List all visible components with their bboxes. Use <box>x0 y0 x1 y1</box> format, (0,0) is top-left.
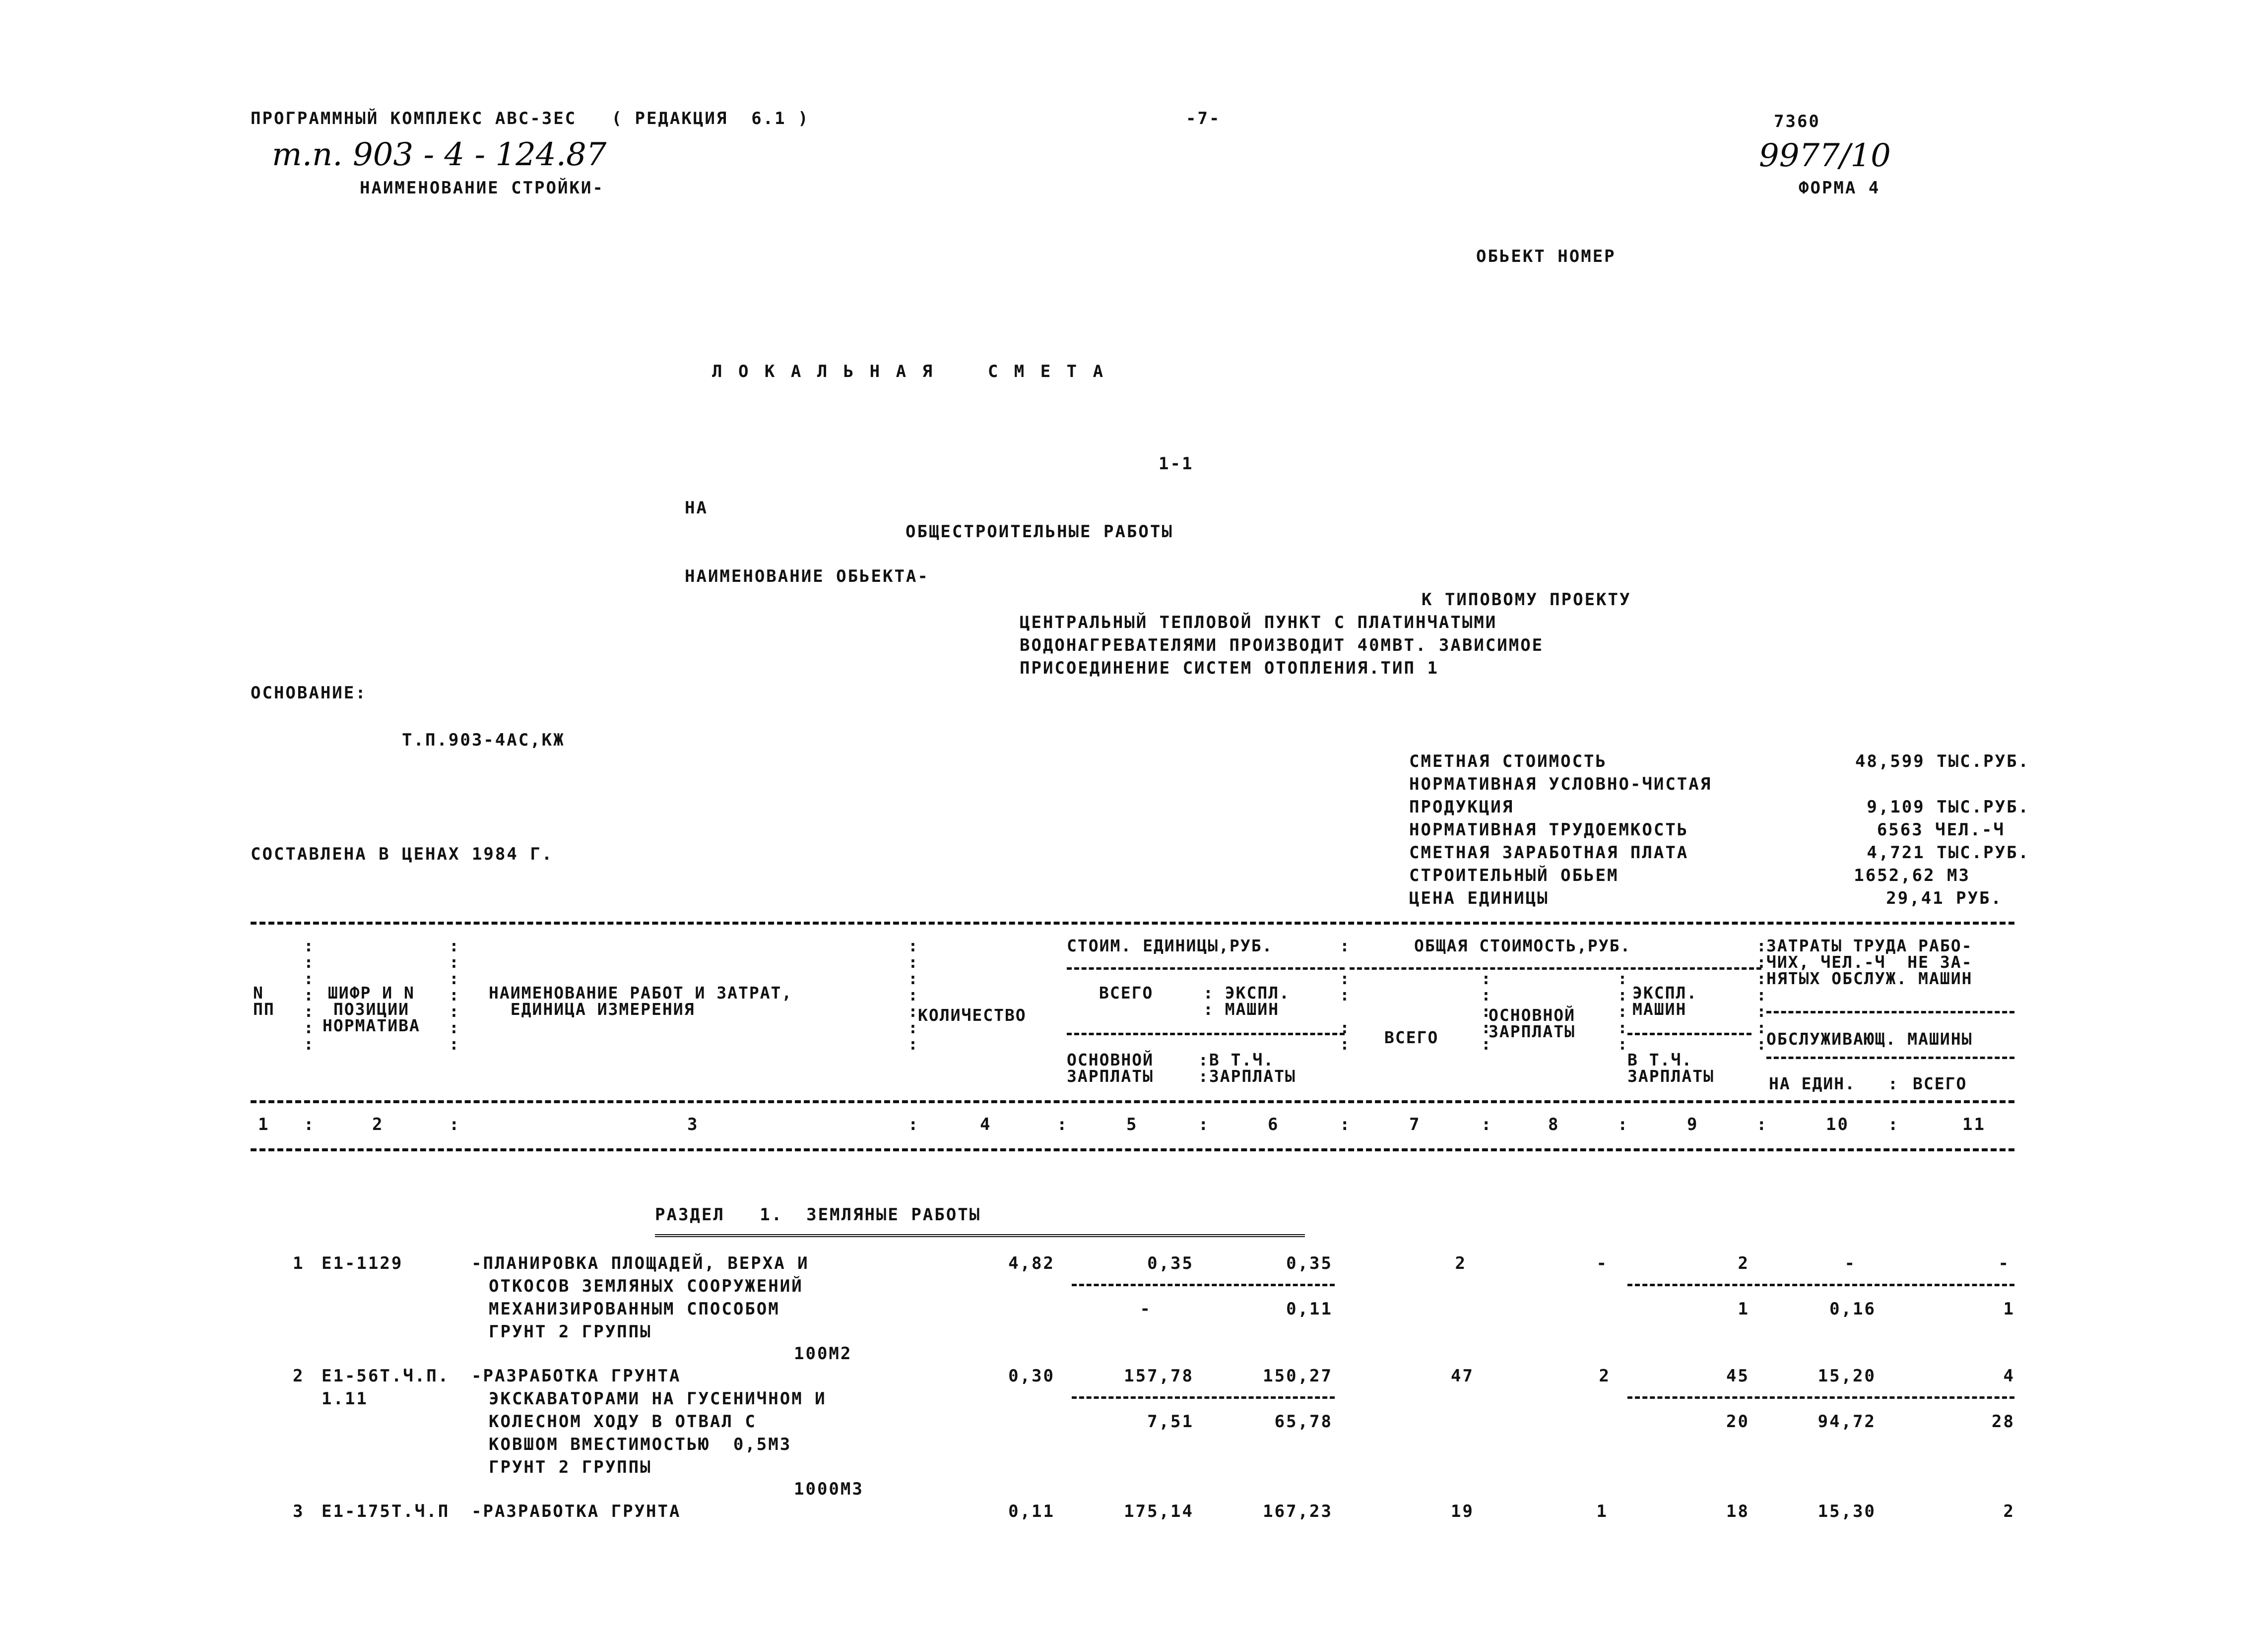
row-unit-rule <box>1072 1396 1335 1399</box>
row-code-continued: 1.11 <box>322 1389 368 1409</box>
row-labor-unit: 0,16 <box>1829 1299 1876 1319</box>
header-total-incl: В Т.Ч. ЗАРПЛАТЫ <box>1627 1050 1714 1086</box>
header-labor-rule2 <box>1766 1057 2014 1059</box>
column-number: 1 <box>258 1115 270 1134</box>
header-labor-per-unit: НА ЕДИН. <box>1769 1074 1856 1093</box>
row-unit-total: 175,14 <box>1124 1502 1194 1521</box>
row-qty: 4,82 <box>1008 1253 1055 1273</box>
header-total-all: ВСЕГО <box>1384 1028 1439 1047</box>
row-unit: 100М2 <box>794 1344 852 1364</box>
row-total-incl: 20 <box>1726 1412 1750 1432</box>
row-labor-total-top: 2 <box>2003 1502 2015 1521</box>
row-labor-total: 1 <box>2003 1299 2015 1319</box>
row-total-rule <box>1627 1396 2014 1399</box>
row-unit-wages: 7,51 <box>1147 1412 1194 1432</box>
header-col-qty: КОЛИЧЕСТВО <box>918 1005 1027 1025</box>
form-label: ФОРМА 4 <box>1799 178 1880 198</box>
column-number: 10 <box>1826 1115 1849 1134</box>
row-labor-total-top: 4 <box>2003 1366 2015 1386</box>
row-labor-unit-top: 15,30 <box>1817 1502 1876 1521</box>
header-unit-wages: ОСНОВНОЙ ЗАРПЛАТЫ <box>1067 1050 1154 1086</box>
summary-label: СТРОИТЕЛЬНЫЙ ОБЬЕМ <box>1409 866 1619 885</box>
row-total: 19 <box>1451 1502 1474 1521</box>
basis-label: ОСНОВАНИЕ: <box>251 683 367 703</box>
row-code: Е1-175Т.Ч.П <box>322 1502 450 1521</box>
row-name-line: МЕХАНИЗИРОВАННЫМ СПОСОБОМ <box>489 1299 780 1319</box>
row-total-incl: 1 <box>1738 1299 1750 1319</box>
object-name-line: К ТИПОВОМУ ПРОЕКТУ <box>1422 590 1631 610</box>
header-labor-sep: : <box>1888 1074 1899 1093</box>
summary-label: НОРМАТИВНАЯ ТРУДОЕМКОСТЬ <box>1409 820 1689 840</box>
row-unit: 1000М3 <box>794 1479 864 1499</box>
object-name-line: ЦЕНТРАЛЬНЫЙ ТЕПЛОВОЙ ПУНКТ С ПЛАТИНЧАТЫМИ <box>1020 613 1497 632</box>
object-name-label: НАИМЕНОВАНИЕ ОБЬЕКТА- <box>685 566 929 586</box>
header-unit-incl: :В Т.Ч. :ЗАРПЛАТЫ <box>1198 1050 1296 1086</box>
construction-name-label: НАИМЕНОВАНИЕ СТРОЙКИ- <box>360 178 604 198</box>
object-number-label: ОБЬЕКТ НОМЕР <box>1476 247 1616 266</box>
row-unit-wages: - <box>1140 1299 1152 1319</box>
row-name-line: ОТКОСОВ ЗЕМЛЯНЫХ СООРУЖЕНИЙ <box>489 1276 803 1296</box>
row-name-line: КОЛЕСНОМ ХОДУ В ОТВАЛ С <box>489 1412 757 1432</box>
row-name-line: ЭКСКАВАТОРАМИ НА ГУСЕНИЧНОМ И <box>489 1389 827 1409</box>
row-qty: 0,30 <box>1008 1366 1055 1386</box>
summary-label: НОРМАТИВНАЯ УСЛОВНО-ЧИСТАЯ <box>1409 774 1712 794</box>
page-number: -7- <box>1186 109 1221 128</box>
header-labor-rule <box>1766 1011 2014 1013</box>
object-name-line: ПРИСОЕДИНЕНИЕ СИСТЕМ ОТОПЛЕНИЯ.ТИП 1 <box>1020 658 1439 678</box>
summary-label: СМЕТНАЯ СТОИМОСТЬ <box>1409 752 1607 771</box>
row-code: Е1-56Т.Ч.П. <box>322 1366 450 1386</box>
row-number: 2 <box>293 1366 305 1386</box>
header-total-cost: ОБЩАЯ СТОИМОСТЬ,РУБ. <box>1414 936 1631 955</box>
column-number: 3 <box>687 1115 699 1134</box>
row-labor-unit: 94,72 <box>1817 1412 1876 1432</box>
row-name-line: ГРУНТ 2 ГРУППЫ <box>489 1322 652 1342</box>
project-number-handwritten: т.п. 903 - 4 - 124.87 <box>272 136 607 173</box>
column-number: 8 <box>1548 1115 1560 1134</box>
row-name-line: КОВШОМ ВМЕСТИМОСТЬЮ 0,5М3 <box>489 1435 792 1454</box>
summary-value: 29,41 РУБ. <box>1886 888 2003 908</box>
column-number: 4 <box>980 1115 992 1134</box>
column-number: 9 <box>1687 1115 1699 1134</box>
header-labor: ЗАТРАТЫ ТРУДА РАБО- ЧИХ, ЧЕЛ.-Ч НЕ ЗА- НЯТЫХ ОБСЛУЖ. МАШИН <box>1766 936 1973 988</box>
table-numbers-rule <box>251 1148 2014 1151</box>
header-unit-cost-rule <box>1067 967 1345 970</box>
row-total-rule <box>1627 1284 2014 1286</box>
row-labor-unit-top: - <box>1844 1253 1856 1273</box>
row-total-machines: 18 <box>1726 1502 1750 1521</box>
document-title: Л О К А Л Ь Н А Я С М Е Т А <box>712 362 1106 381</box>
row-unit-total: 157,78 <box>1124 1366 1194 1386</box>
row-labor-total: 28 <box>1992 1412 2015 1432</box>
header-total-cost-rule <box>1350 967 1761 970</box>
sheet-number-handwritten: 9977/10 <box>1759 137 1891 174</box>
row-name-line: -РАЗРАБОТКА ГРУНТА <box>471 1502 681 1521</box>
column-number: 11 <box>1962 1115 1986 1134</box>
header-col-no: N ПП <box>253 983 275 1019</box>
summary-label: СМЕТНАЯ ЗАРАБОТНАЯ ПЛАТА <box>1409 843 1689 863</box>
row-labor-total-top: - <box>1998 1253 2010 1273</box>
row-unit-incl: 0,11 <box>1286 1299 1333 1319</box>
row-total-wages: 2 <box>1599 1366 1611 1386</box>
row-unit-incl: 65,78 <box>1274 1412 1333 1432</box>
row-unit-rule <box>1072 1284 1335 1286</box>
summary-value: 9,109 ТЫС.РУБ. <box>1867 797 2030 817</box>
for-label: НА <box>685 498 708 518</box>
header-total-machines-rule <box>1627 1033 1751 1035</box>
row-total: 47 <box>1451 1366 1474 1386</box>
row-number: 3 <box>293 1502 305 1521</box>
section-underline <box>655 1234 1305 1237</box>
row-name-line: ГРУНТ 2 ГРУППЫ <box>489 1457 652 1477</box>
header-total-wages: ОСНОВНОЙ ЗАРПЛАТЫ <box>1489 1005 1575 1041</box>
row-total-wages: - <box>1596 1253 1608 1273</box>
row-name-line: -РАЗРАБОТКА ГРУНТА <box>471 1366 681 1386</box>
row-total-machines: 2 <box>1738 1253 1750 1273</box>
prices-note: СОСТАВЛЕНА В ЦЕНАХ 1984 Г. <box>251 844 554 864</box>
column-number: 5 <box>1126 1115 1138 1134</box>
summary-label: ЦЕНА ЕДИНИЦЫ <box>1409 888 1549 908</box>
column-number: 7 <box>1409 1115 1421 1134</box>
header-col-name: НАИМЕНОВАНИЕ РАБОТ И ЗАТРАТ, ЕДИНИЦА ИЗМЕРЕНИЯ <box>489 983 793 1019</box>
row-unit-machines: 150,27 <box>1263 1366 1333 1386</box>
header-unit-rule <box>1067 1033 1345 1035</box>
header-unit-cost: СТОИМ. ЕДИНИЦЫ,РУБ. <box>1067 936 1273 955</box>
summary-value: 1652,62 М3 <box>1854 866 1970 885</box>
summary-value: 6563 ЧЕЛ.-Ч <box>1877 820 2005 840</box>
object-name-line: ВОДОНАГРЕВАТЕЛЯМИ ПРОИЗВОДИТ 40МВТ. ЗАВИСИМОЕ <box>1020 635 1544 655</box>
program-name: ПРОГРАММНЫЙ КОМПЛЕКС АВС-3ЕС ( РЕДАКЦИЯ 6.1 ) <box>251 109 810 128</box>
header-unit-total: ВСЕГО <box>1099 983 1154 1002</box>
row-code: Е1-1129 <box>322 1253 403 1273</box>
column-number: 2 <box>372 1115 384 1134</box>
works-type: ОБЩЕСТРОИТЕЛЬНЫЕ РАБОТЫ <box>906 522 1173 542</box>
row-number: 1 <box>293 1253 305 1273</box>
row-labor-unit-top: 15,20 <box>1817 1366 1876 1386</box>
header-total-machines: ЭКСПЛ. МАШИН <box>1632 983 1698 1019</box>
summary-label: ПРОДУКЦИЯ <box>1409 797 1514 817</box>
summary-value: 4,721 ТЫС.РУБ. <box>1867 843 2030 863</box>
header-unit-machines: : ЭКСПЛ. : МАШИН <box>1203 983 1290 1019</box>
summary-value: 48,599 ТЫС.РУБ. <box>1855 752 2030 771</box>
column-number: 6 <box>1268 1115 1280 1134</box>
basis-value: Т.П.903-4АС,КЖ <box>402 730 565 750</box>
row-total-machines: 45 <box>1726 1366 1750 1386</box>
row-unit-machines: 167,23 <box>1263 1502 1333 1521</box>
estimate-number: 1-1 <box>1159 454 1194 474</box>
row-unit-total: 0,35 <box>1147 1253 1194 1273</box>
header-labor-service: ОБСЛУЖИВАЮЩ. МАШИНЫ <box>1766 1029 1973 1049</box>
row-total: 2 <box>1455 1253 1467 1273</box>
header-col-code: ШИФР И N ПОЗИЦИИ НОРМАТИВА <box>323 983 420 1035</box>
table-header-rule <box>251 1100 2014 1103</box>
section-title: РАЗДЕЛ 1. ЗЕМЛЯНЫЕ РАБОТЫ <box>655 1205 981 1225</box>
row-total-wages: 1 <box>1596 1502 1608 1521</box>
row-qty: 0,11 <box>1008 1502 1055 1521</box>
document-code: 7360 <box>1774 112 1820 131</box>
header-labor-total: ВСЕГО <box>1913 1074 1967 1093</box>
row-unit-machines: 0,35 <box>1286 1253 1333 1273</box>
row-name-line: -ПЛАНИРОВКА ПЛОЩАДЕЙ, ВЕРХА И <box>471 1253 809 1273</box>
table-top-rule <box>251 922 2014 925</box>
